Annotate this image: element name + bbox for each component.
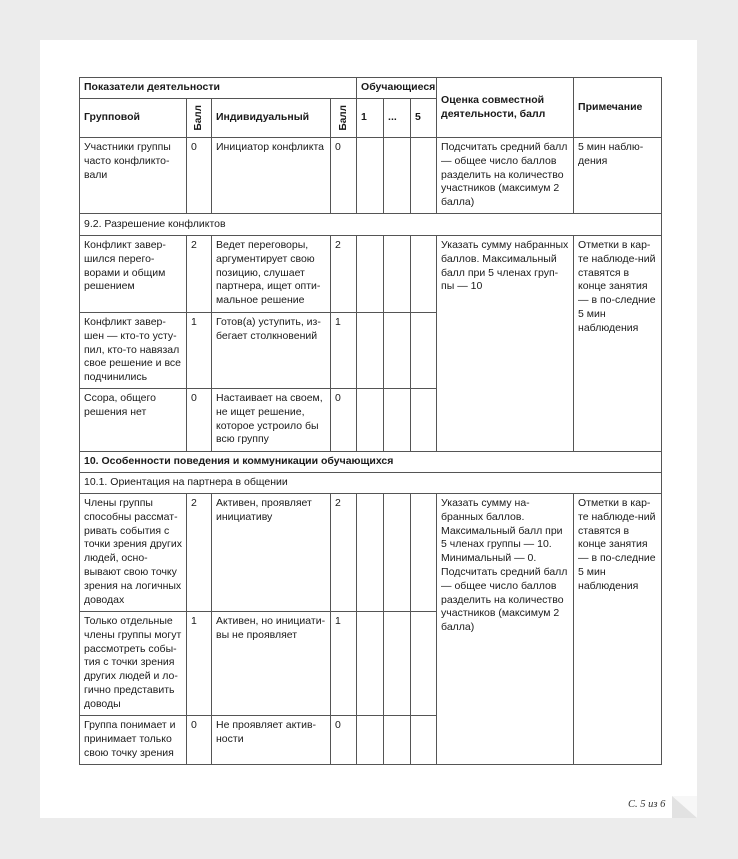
header-individual-score: Балл	[337, 105, 349, 131]
individual-score-cell: 1	[331, 313, 357, 389]
header-students: Обучающиеся	[357, 78, 437, 99]
table-row	[80, 138, 662, 214]
group-cell: Участники группы часто конфликто-вали	[80, 138, 187, 214]
student-cell	[357, 716, 384, 765]
group-cell: Члены группы способны рассмат-ривать события с точки зрения других людей, осно-вывают свою точку зрения на логичных доводах	[80, 494, 187, 612]
group-score-cell: 2	[187, 494, 212, 612]
student-cell	[357, 236, 384, 313]
individual-cell: Активен, проявляет инициативу	[212, 494, 331, 612]
student-cell	[384, 612, 411, 716]
individual-score-cell: 0	[331, 716, 357, 765]
student-cell	[357, 389, 384, 452]
group-cell: Группа понимает и принимает только свою точку зрения	[80, 716, 187, 765]
individual-cell: Готов(а) уступить, из-бегает столкновений	[212, 313, 331, 389]
student-cell	[411, 389, 437, 452]
student-cell	[384, 494, 411, 612]
observation-table	[79, 77, 662, 765]
group-cell: Ссора, общего решения нет	[80, 389, 187, 452]
group-score-cell: 2	[187, 236, 212, 313]
student-cell	[411, 716, 437, 765]
student-cell	[357, 138, 384, 214]
header-student-5: 5	[411, 99, 437, 138]
subsection-heading: 9.2. Разрешение конфликтов	[80, 214, 662, 236]
header-indicators: Показатели деятельности	[80, 78, 357, 99]
note-cell: Отметки в кар-те наблюде-ний ставятся в конце занятия — в по-следние 5 мин наблюдения	[574, 236, 662, 452]
note-cell: 5 мин наблю-дения	[574, 138, 662, 214]
note-cell: Отметки в кар-те наблюде-ний ставятся в конце занятия — в по-следние 5 мин наблюдения	[574, 494, 662, 765]
individual-cell: Инициатор конфликта	[212, 138, 331, 214]
group-score-cell: 0	[187, 138, 212, 214]
assessment-cell: Подсчитать средний балл — общее число баллов разделить на количество участников (максимум 2 балла)	[437, 138, 574, 214]
header-student-dots: ...	[384, 99, 411, 138]
individual-cell: Настаивает на своем, не ищет решение, которое устроило бы всю группу	[212, 389, 331, 452]
section-heading: 10. Особенности поведения и коммуникации обучающихся	[80, 452, 662, 473]
student-cell	[384, 236, 411, 313]
individual-score-cell: 0	[331, 389, 357, 452]
page-number: С. 5 из 6	[628, 799, 666, 810]
student-cell	[357, 612, 384, 716]
student-cell	[411, 313, 437, 389]
header-assessment: Оценка совместной деятельности, балл	[437, 78, 574, 138]
subsection-heading: 10.1. Ориентация на партнера в общении	[80, 473, 662, 494]
header-note: Примечание	[574, 78, 662, 138]
header-group: Групповой	[80, 99, 187, 138]
header-individual: Индивидуальный	[212, 99, 331, 138]
student-cell	[411, 612, 437, 716]
group-cell: Только отдельные члены группы могут рассмотреть собы-тия с точки зрения других людей и ло-гично представить доводы	[80, 612, 187, 716]
student-cell	[384, 716, 411, 765]
header-student-1: 1	[357, 99, 384, 138]
table-row	[80, 236, 662, 313]
individual-score-cell: 1	[331, 612, 357, 716]
student-cell	[357, 494, 384, 612]
assessment-cell: Указать сумму набранных баллов. Максимальный балл при 5 членах груп-пы — 10	[437, 236, 574, 452]
student-cell	[411, 138, 437, 214]
group-cell: Конфликт завер-шен — кто-то усту-пил, кто-то навязал свое решение и все подчинились	[80, 313, 187, 389]
page-fold-corner	[672, 796, 697, 818]
group-score-cell: 0	[187, 389, 212, 452]
student-cell	[384, 313, 411, 389]
individual-score-cell: 0	[331, 138, 357, 214]
individual-cell: Ведет переговоры, аргументирует свою позицию, слушает партнера, ищет опти-мальное решение	[212, 236, 331, 313]
individual-score-cell: 2	[331, 236, 357, 313]
header-group-score: Балл	[193, 105, 204, 131]
student-cell	[357, 313, 384, 389]
group-cell: Конфликт завер-шился перего-ворами и общим решением	[80, 236, 187, 313]
group-score-cell: 1	[187, 313, 212, 389]
group-score-cell: 0	[187, 716, 212, 765]
student-cell	[411, 236, 437, 313]
student-cell	[411, 494, 437, 612]
assessment-cell: Указать сумму на-бранных баллов. Максимальный балл при 5 членах группы — 10. Минимальный — 0. Подсчитать средний балл — общее число баллов разделить на количество участников (максимум 2 балла)	[437, 494, 574, 765]
table-row	[80, 494, 662, 612]
individual-cell: Не проявляет актив-ности	[212, 716, 331, 765]
student-cell	[384, 138, 411, 214]
student-cell	[384, 389, 411, 452]
group-score-cell: 1	[187, 612, 212, 716]
individual-cell: Активен, но инициати-вы не проявляет	[212, 612, 331, 716]
individual-score-cell: 2	[331, 494, 357, 612]
